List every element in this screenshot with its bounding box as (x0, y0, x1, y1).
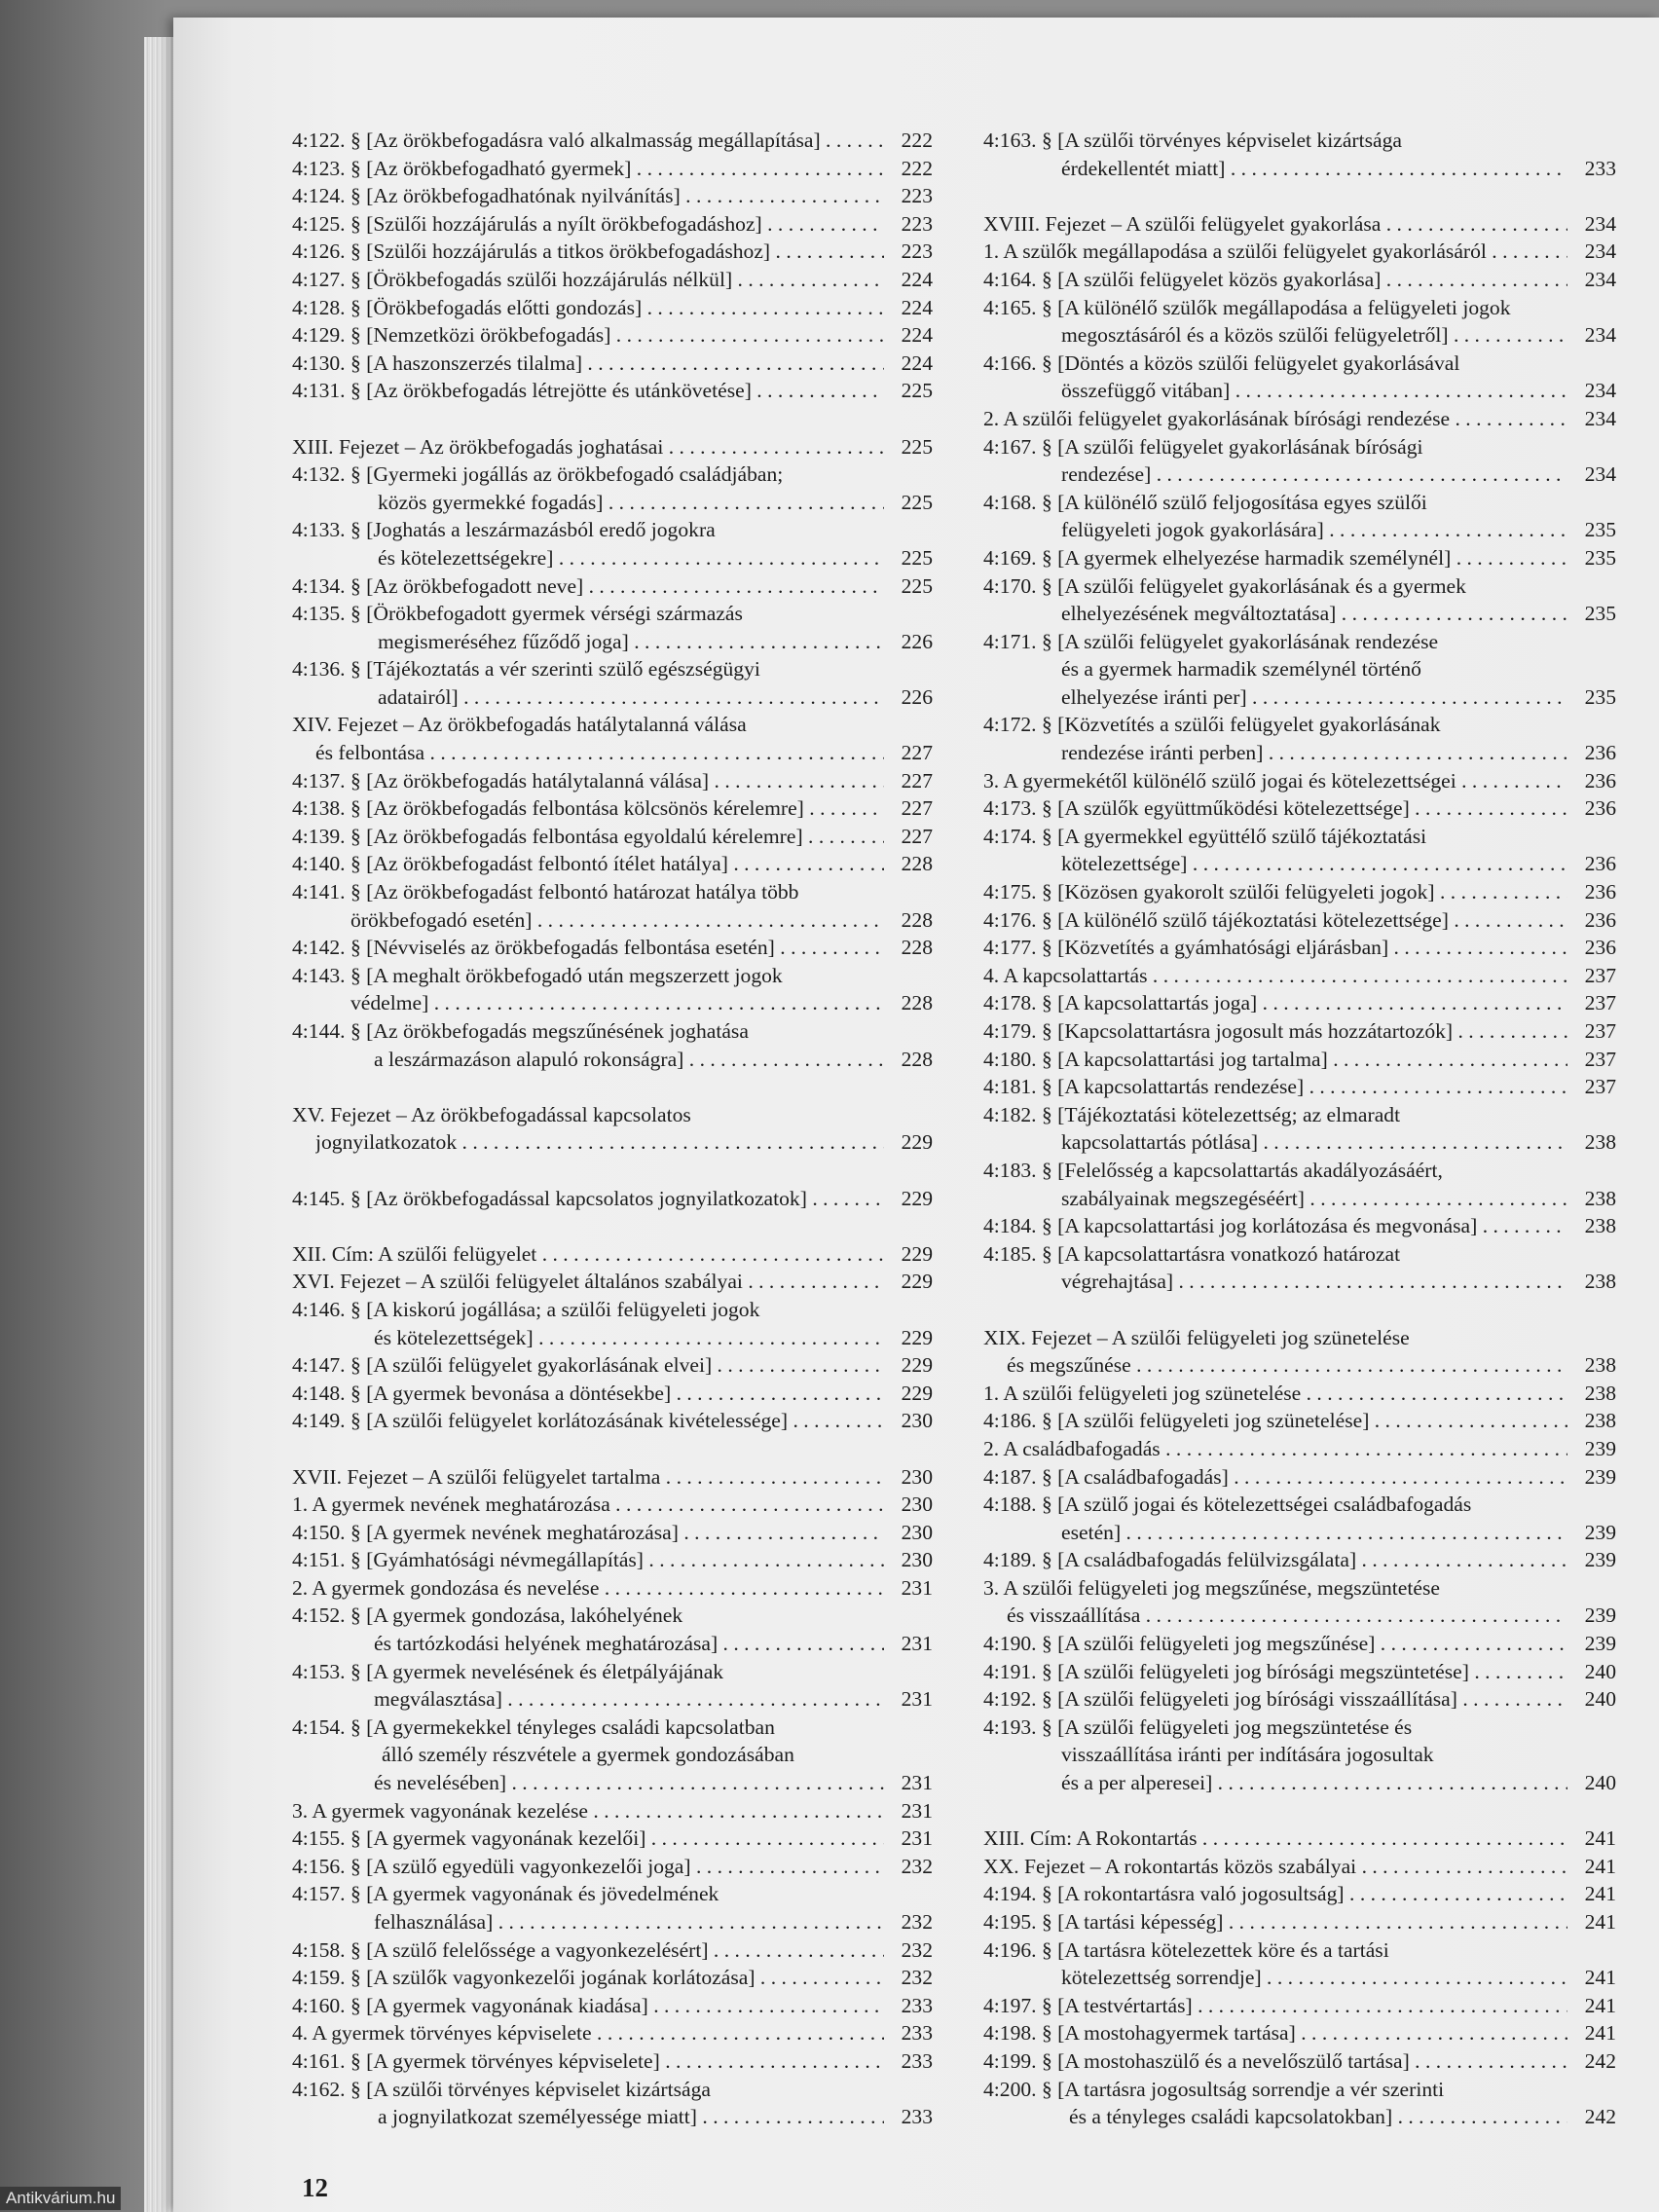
toc-entry-line: 4:133. § [Joghatás a leszármazásból eredő jogokra (292, 518, 716, 542)
toc-entry: 4:191. § [A szülői felügyeleti jog bírósági megszüntetése] . . . 240 (983, 1658, 1616, 1686)
toc-entry: és felbontása . . . 227 (292, 739, 933, 767)
toc-entry: 4:186. § [A szülői felügyeleti jog szünetelése] . . . 238 (983, 1407, 1616, 1435)
toc-entry-line: 4:146. § [A kiskorú jogállása; a szülői felügyeleti jogok (292, 1297, 760, 1321)
toc-entry: 4:184. § [A kapcsolattartási jog korlátozása és megvonása] . . . 238 (983, 1212, 1616, 1240)
toc-section: 2. A szülői felügyelet gyakorlásának bírósági rendezése . . . 234 (983, 405, 1616, 433)
toc-section: 1. A szülői felügyeleti jog szünetelése . . . 238 (983, 1380, 1616, 1408)
toc-entry: 4:149. § [A szülői felügyelet korlátozásának kivételessége] . . . 230 (292, 1407, 933, 1435)
toc-entry: elhelyezése iránti per] . . . 235 (983, 683, 1616, 712)
page-edges (144, 37, 173, 2212)
toc-entry: érdekellentét miatt] . . . 233 (983, 155, 1616, 183)
toc-entry-line: 4:196. § [A tartásra kötelezettek köre és a tartási (983, 1937, 1389, 1962)
toc-entry: 4:158. § [A szülő felelőssége a vagyonkezelésért] . . . 232 (292, 1936, 933, 1965)
toc-entry-line: 4:162. § [A szülői törvényes képviselet kizártsága (292, 2077, 711, 2101)
toc-entry-line: 4:165. § [A különélő szülők megállapodása a felügyeleti jogok (983, 295, 1511, 319)
toc-entry: kötelezettség sorrendje] . . . 241 (983, 1964, 1616, 1992)
toc-entry-line: 4:154. § [A gyermekekkel tényleges családi kapcsolatban (292, 1714, 775, 1739)
toc-chapter-heading: XIX. Fejezet – A szülői felügyeleti jog szünetelése (983, 1325, 1410, 1349)
toc-entry: 4:124. § [Az örökbefogadhatónak nyilvánítás] . . . 223 (292, 182, 933, 210)
toc-entry: 4:187. § [A családbafogadás] . . . 239 (983, 1463, 1616, 1492)
toc-entry: 4:198. § [A mostohagyermek tartása] . . . 241 (983, 2019, 1616, 2047)
toc-entry: felhasználása] . . . 232 (292, 1908, 933, 1936)
toc-entry: elhelyezésének megváltoztatása] . . . 235 (983, 600, 1616, 628)
toc-entry-line: 4:183. § [Felelősség a kapcsolattartás akadályozásáért, (983, 1158, 1443, 1182)
toc-entry-line: 4:182. § [Tájékoztatási kötelezettség; az elmaradt (983, 1102, 1401, 1126)
toc-entry: megosztásáról és a közös szülői felügyeletről] . . . 234 (983, 321, 1616, 350)
toc-entry: 4:134. § [Az örökbefogadott neve] . . . 225 (292, 572, 933, 601)
toc-chapter-heading: XVIII. Fejezet – A szülői felügyelet gyakorlása . . . 234 (983, 210, 1616, 239)
toc-entry-line: 4:185. § [A kapcsolattartásra vonatkozó határozat (983, 1241, 1401, 1266)
toc-entry-line: 4:174. § [A gyermekkel együttélő szülő tájékoztatási (983, 824, 1427, 848)
toc-section: 4. A gyermek törvényes képviselete . . . 233 (292, 2019, 933, 2047)
toc-entry: 4:176. § [A különélő szülő tájékoztatási kötelezettsége] . . . 236 (983, 906, 1616, 935)
toc-chapter-heading: XIII. Fejezet – Az örökbefogadás joghatásai . . . 225 (292, 433, 933, 461)
toc-right-column (983, 127, 1616, 2131)
toc-entry: 4:123. § [Az örökbefogadható gyermek] . . . 222 (292, 155, 933, 183)
toc-entry: és a per alperesei] . . . 240 (983, 1769, 1616, 1797)
toc-chapter-heading: XX. Fejezet – A rokontartás közös szabályai . . . 241 (983, 1853, 1616, 1881)
toc-entry: esetén] . . . 239 (983, 1519, 1616, 1547)
toc-entry: szabályainak megszegéséért] . . . 238 (983, 1185, 1616, 1213)
toc-entry: 4:160. § [A gyermek vagyonának kiadása] . . . 233 (292, 1992, 933, 2020)
toc-entry: és a tényleges családi kapcsolatokban] . . . 242 (983, 2103, 1616, 2131)
toc-section: 2. A gyermek gondozása és nevelése . . . 231 (292, 1574, 933, 1603)
toc-entry: 4:127. § [Örökbefogadás szülői hozzájárulás nélkül] . . . 224 (292, 266, 933, 294)
toc-entry: örökbefogadó esetén] . . . 228 (292, 906, 933, 935)
toc-entry: és tartózkodási helyének meghatározása] . . . 231 (292, 1630, 933, 1658)
toc-entry: 4:155. § [A gyermek vagyonának kezelői] . . . 231 (292, 1825, 933, 1853)
toc-title-heading: XII. Cím: A szülői felügyelet . . . 229 (292, 1240, 933, 1269)
toc-entry-line: 4:172. § [Közvetítés a szülői felügyelet gyakorlásának (983, 713, 1441, 737)
toc-section: 3. A gyermekétől különélő szülő jogai és kötelezettségei . . . 236 (983, 767, 1616, 795)
toc-section: 1. A gyermek nevének meghatározása . . . 230 (292, 1491, 933, 1519)
toc-entry: adatairól] . . . 226 (292, 683, 933, 712)
toc-entry: rendezése iránti perben] . . . 236 (983, 739, 1616, 767)
toc-entry-line: 4:193. § [A szülői felügyeleti jog megszüntetése és (983, 1714, 1413, 1739)
toc-chapter-heading: XV. Fejezet – Az örökbefogadással kapcsolatos (292, 1102, 691, 1126)
toc-entry-line: 4:168. § [A különélő szülő feljogosítása egyes szülői (983, 490, 1427, 514)
toc-entry: védelme] . . . 228 (292, 989, 933, 1017)
toc-section: 1. A szülők megállapodása a szülői felügyelet gyakorlásáról . . . 234 (983, 238, 1616, 266)
toc-entry: 4:159. § [A szülők vagyonkezelői jogának korlátozása] . . . 232 (292, 1964, 933, 1992)
toc-entry-line: 4:167. § [A szülői felügyelet gyakorlásának bírósági (983, 434, 1423, 459)
toc-title-heading: XIII. Cím: A Rokontartás . . . 241 (983, 1825, 1616, 1853)
toc-entry-line: 4:153. § [A gyermek nevelésének és életpályájának (292, 1659, 724, 1683)
watermark-label: Antikvárium.hu (0, 2187, 121, 2210)
toc-entry-line: visszaállítása iránti per indítására jogosultak (1061, 1743, 1434, 1767)
toc-entry: 4:179. § [Kapcsolattartásra jogosult más hozzátartozók] . . . 237 (983, 1017, 1616, 1046)
toc-entry: 4:150. § [A gyermek nevének meghatározása] . . . 230 (292, 1519, 933, 1547)
toc-entry: megismeréséhez fűződő joga] . . . 226 (292, 628, 933, 656)
toc-entry: 4:151. § [Gyámhatósági névmegállapítás] . . . 230 (292, 1546, 933, 1574)
toc-section: 4. A kapcsolattartás . . . 237 (983, 962, 1616, 990)
toc-entry-line: 4:171. § [A szülői felügyelet gyakorlásának rendezése (983, 629, 1439, 653)
toc-entry: összefüggő vitában] . . . 234 (983, 377, 1616, 405)
toc-entry: 4:139. § [Az örökbefogadás felbontása egyoldalú kérelemre] . . . 227 (292, 823, 933, 851)
toc-chapter-heading: XVII. Fejezet – A szülői felügyelet tartalma . . . 230 (292, 1463, 933, 1492)
toc-entry: a jognyilatkozat személyessége miatt] . . . 233 (292, 2103, 933, 2131)
toc-entry-line: 4:141. § [Az örökbefogadást felbontó határozat hatálya több (292, 880, 799, 904)
toc-entry-line: 4:188. § [A szülő jogai és kötelezettségei családbafogadás (983, 1493, 1472, 1517)
toc-entry: és nevelésében] . . . 231 (292, 1769, 933, 1797)
toc-entry: és visszaállítása . . . 239 (983, 1602, 1616, 1630)
toc-entry-line: 4:136. § [Tájékoztatás a vér szerinti szülő egészségügyi (292, 657, 760, 682)
toc-section: 3. A szülői felügyeleti jog megszűnése, megszüntetése (983, 1575, 1440, 1600)
toc-entry: rendezése] . . . 234 (983, 461, 1616, 489)
toc-entry-line: 4:132. § [Gyermeki jogállás az örökbefogadó családjában; (292, 462, 784, 487)
toc-entry: 4:173. § [A szülők együttműködési kötelezettsége] . . . 236 (983, 794, 1616, 823)
toc-entry: 4:199. § [A mostohaszülő és a nevelőszülő tartása] . . . 242 (983, 2047, 1616, 2076)
toc-entry: 4:195. § [A tartási képesség] . . . 241 (983, 1908, 1616, 1936)
toc-entry: 4:125. § [Szülői hozzájárulás a nyílt örökbefogadáshoz] . . . 223 (292, 210, 933, 239)
toc-entry: közös gyermekké fogadás] . . . 225 (292, 489, 933, 517)
toc-entry: 4:190. § [A szülői felügyeleti jog megszűnése] . . . 239 (983, 1630, 1616, 1658)
toc-entry: 4:131. § [Az örökbefogadás létrejötte és utánkövetése] . . . 225 (292, 377, 933, 405)
toc-entry-line: és a gyermek harmadik személynél történő (1061, 657, 1421, 682)
toc-entry: felügyeleti jogok gyakorlására] . . . 235 (983, 516, 1616, 544)
toc-entry: 4:164. § [A szülői felügyelet közös gyakorlása] . . . 234 (983, 266, 1616, 294)
toc-entry: 4:194. § [A rokontartásra való jogosultság] . . . 241 (983, 1880, 1616, 1908)
toc-entry-line: 4:170. § [A szülői felügyelet gyakorlásának és a gyermek (983, 573, 1466, 598)
toc-entry: kötelezettsége] . . . 236 (983, 850, 1616, 878)
toc-entry-line: 4:144. § [Az örökbefogadás megszűnésének joghatása (292, 1019, 749, 1043)
toc-entry: 4:138. § [Az örökbefogadás felbontása kölcsönös kérelemre] . . . 227 (292, 794, 933, 823)
toc-entry: 4:192. § [A szülői felügyeleti jog bírósági visszaállítása] . . . 240 (983, 1685, 1616, 1714)
toc-entry: 4:180. § [A kapcsolattartási jog tartalma] . . . 237 (983, 1046, 1616, 1074)
toc-entry: 4:197. § [A testvértartás] . . . 241 (983, 1992, 1616, 2020)
toc-chapter-heading: XIV. Fejezet – Az örökbefogadás hatálytalanná válása (292, 713, 747, 737)
page-number: 12 (302, 2173, 328, 2202)
toc-entry: 4:156. § [A szülő egyedüli vagyonkezelői joga] . . . 232 (292, 1853, 933, 1881)
toc-entry: 4:140. § [Az örökbefogadást felbontó ítélet hatálya] . . . 228 (292, 850, 933, 878)
toc-entry: 4:147. § [A szülői felügyelet gyakorlásának elvei] . . . 229 (292, 1351, 933, 1380)
toc-entry: és kötelezettségekre] . . . 225 (292, 544, 933, 572)
toc-entry-line: 4:135. § [Örökbefogadott gyermek vérségi származás (292, 602, 743, 626)
toc-entry: 4:178. § [A kapcsolattartás joga] . . . 237 (983, 989, 1616, 1017)
toc-entry-line: álló személy részvétele a gyermek gondozásában (382, 1743, 794, 1767)
toc-entry: 4:130. § [A haszonszerzés tilalma] . . . 224 (292, 350, 933, 378)
toc-entry: végrehajtása] . . . 238 (983, 1268, 1616, 1296)
toc-entry: 4:137. § [Az örökbefogadás hatálytalanná válása] . . . 227 (292, 767, 933, 795)
toc-entry: 4:161. § [A gyermek törvényes képviselete] . . . 233 (292, 2047, 933, 2076)
toc-section: 2. A családbafogadás . . . 239 (983, 1435, 1616, 1463)
toc-entry: a leszármazáson alapuló rokonságra] . . . 228 (292, 1046, 933, 1074)
toc-entry-line: 4:200. § [A tartásra jogosultság sorrendje a vér szerinti (983, 2077, 1445, 2101)
toc-entry-line: 4:143. § [A meghalt örökbefogadó után megszerzett jogok (292, 963, 783, 987)
toc-entry: kapcsolattartás pótlása] . . . 238 (983, 1128, 1616, 1157)
toc-entry: 4:142. § [Névviselés az örökbefogadás felbontása esetén] . . . 228 (292, 934, 933, 962)
toc-entry-line: 4:152. § [A gyermek gondozása, lakóhelyének (292, 1604, 683, 1628)
toc-entry-line: 4:157. § [A gyermek vagyonának és jövedelmének (292, 1882, 719, 1906)
toc-entry: jognyilatkozatok . . . 229 (292, 1128, 933, 1157)
toc-entry: 4:175. § [Közösen gyakorolt szülői felügyeleti jogok] . . . 236 (983, 878, 1616, 906)
toc-entry: és kötelezettségek] . . . 229 (292, 1324, 933, 1352)
toc-entry-line: 4:166. § [Döntés a közös szülői felügyelet gyakorlásával (983, 350, 1460, 375)
toc-entry: 4:126. § [Szülői hozzájárulás a titkos örökbefogadáshoz] . . . 223 (292, 238, 933, 266)
toc-entry: 4:189. § [A családbafogadás felülvizsgálata] . . . 239 (983, 1546, 1616, 1574)
toc-left-column (292, 127, 933, 2131)
toc-entry: 4:177. § [Közvetítés a gyámhatósági eljárásban] . . . 236 (983, 934, 1616, 962)
toc-entry: 4:145. § [Az örökbefogadással kapcsolatos jognyilatkozatok] . . . 229 (292, 1185, 933, 1213)
toc-entry-line: 4:163. § [A szülői törvényes képviselet kizártsága (983, 129, 1402, 152)
toc-section: 3. A gyermek vagyonának kezelése . . . 231 (292, 1797, 933, 1825)
toc-entry: 4:169. § [A gyermek elhelyezése harmadik személynél] . . . 235 (983, 544, 1616, 572)
toc-chapter-heading: XVI. Fejezet – A szülői felügyelet általános szabályai . . . 229 (292, 1268, 933, 1296)
toc-entry: 4:148. § [A gyermek bevonása a döntésekbe] . . . 229 (292, 1380, 933, 1408)
toc-entry: 4:181. § [A kapcsolattartás rendezése] . . . 237 (983, 1073, 1616, 1101)
toc-entry: és megszűnése . . . 238 (983, 1351, 1616, 1380)
toc-entry: megválasztása] . . . 231 (292, 1685, 933, 1714)
toc-entry: 4:128. § [Örökbefogadás előtti gondozás] . . . 224 (292, 294, 933, 322)
toc-entry: 4:129. § [Nemzetközi örökbefogadás] . . . 224 (292, 321, 933, 350)
toc-entry: 4:122. § [Az örökbefogadásra való alkalmasság megállapítása] . . . 222 (292, 127, 933, 155)
